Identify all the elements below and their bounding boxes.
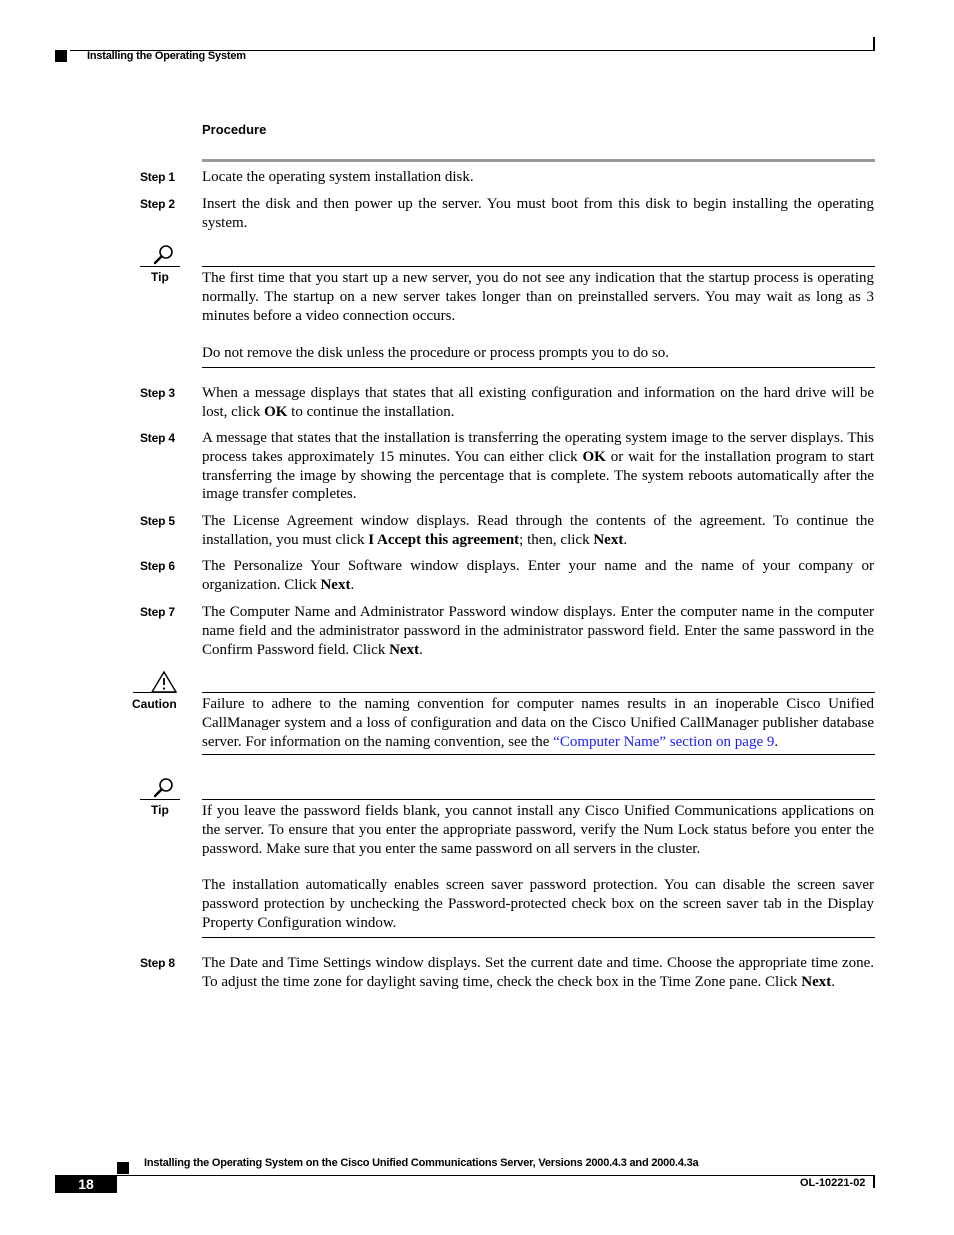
step-6-label: Step 6 [140,559,175,573]
tip-2-paragraph-2: The installation automatically enables screen saver password protection. You can disable the screen saver password protection by unchecking the Password-protected check box on the screen saver tab in the Display Property Configuration window. [202,877,874,931]
header-tick [873,37,875,51]
footer-rule [55,1175,875,1176]
step-3-text: When a message displays that states that all existing configuration and information on the hard drive will be lost, click OK to continue the installation. [202,385,874,420]
tip-icon-rule [140,266,180,267]
step-8-label: Step 8 [140,956,175,970]
tip-top-rule [202,266,875,267]
step-1-label: Step 1 [140,170,175,184]
caution-top-rule [202,692,875,693]
footer-doc-number: OL-10221-02 [800,1177,866,1189]
step-7-text: The Computer Name and Administrator Password window displays. Enter the computer name in the computer name field and the administrator password in the administrator password field. Enter the same password in the Confirm Password field. Click Next. [202,604,874,658]
step-5-text: The License Agreement window displays. Read through the contents of the agreement. To continue the installation, you must click I Accept this agreement; then, click Next. [202,513,874,548]
step-2-text: Insert the disk and then power up the server. You must boot from this disk to begin installing the operating system. [202,196,874,231]
step-4-text: A message that states that the installation is transferring the operating system image to the server displays. This process takes approximately 15 minutes. You can either click OK or wait for the installation program to start transferring the image by showing the percentage that is complete. The system reboots automatically after the image transfer completes. [202,430,875,503]
warning-triangle-icon [150,670,178,694]
tip-top-rule [202,799,875,800]
footer-marker [117,1162,129,1174]
magnifier-icon [152,776,176,800]
tip-2-paragraph-1: If you leave the password fields blank, you cannot install any Cisco Unified Communications applications on the server. To ensure that you enter the appropriate password, verify the Num Lock status before you enter the password. Make sure that you enter the same password on all servers in the cluster. [202,803,874,857]
tip-label: Tip [151,270,169,284]
computer-name-section-link[interactable]: “Computer Name” section on page 9 [553,733,775,750]
step-8-text: The Date and Time Settings window displays. Set the current date and time. Choose the appropriate time zone. To adjust the time zone for daylight saving time, check the check box in the Time Zone pane. Click Next. [202,955,874,990]
caution-text: Failure to adhere to the naming convention for computer names results in an inoperable Cisco Unified CallManager system and a loss of configuration and data on the Cisco Unified CallManager publisher database server. For information on the naming convention, see the “Computer Name” section on page 9. [202,696,874,750]
tip-1-paragraph-1: The first time that you start up a new server, you do not see any indication that the startup process is operating normally. The startup on a new server takes longer than on preinstalled servers. You may wait as long as 3 minutes before a video connection occurs. [202,270,874,324]
caution-label: Caution [132,697,177,711]
step-6-text: The Personalize Your Software window displays. Enter your name and the name of your company or organization. Click Next. [202,558,874,593]
tip-icon-rule [140,799,180,800]
step-7-label: Step 7 [140,605,175,619]
procedure-heading: Procedure [202,122,267,137]
caution-bottom-rule [202,754,875,755]
step-1-text: Locate the operating system installation disk. [202,169,474,185]
header-marker [55,50,67,62]
footer-tick [873,1175,875,1188]
step-4-label: Step 4 [140,431,175,445]
step-2-label: Step 2 [140,197,175,211]
step-3-label: Step 3 [140,386,175,400]
tip-label: Tip [151,803,169,817]
procedure-rule [202,159,875,162]
tip-bottom-rule [202,367,875,368]
caution-icon-rule [133,692,176,693]
tip-bottom-rule [202,937,875,938]
tip-1-paragraph-2: Do not remove the disk unless the procedure or process prompts you to do so. [202,345,669,361]
page-number: 18 [55,1175,117,1193]
step-5-label: Step 5 [140,514,175,528]
footer-doc-title: Installing the Operating System on the Cisco Unified Communications Server, Versions 2000.4.3 and 2000.4.3a [144,1157,699,1169]
header-section-title: Installing the Operating System [87,50,246,62]
magnifier-icon [152,243,176,267]
